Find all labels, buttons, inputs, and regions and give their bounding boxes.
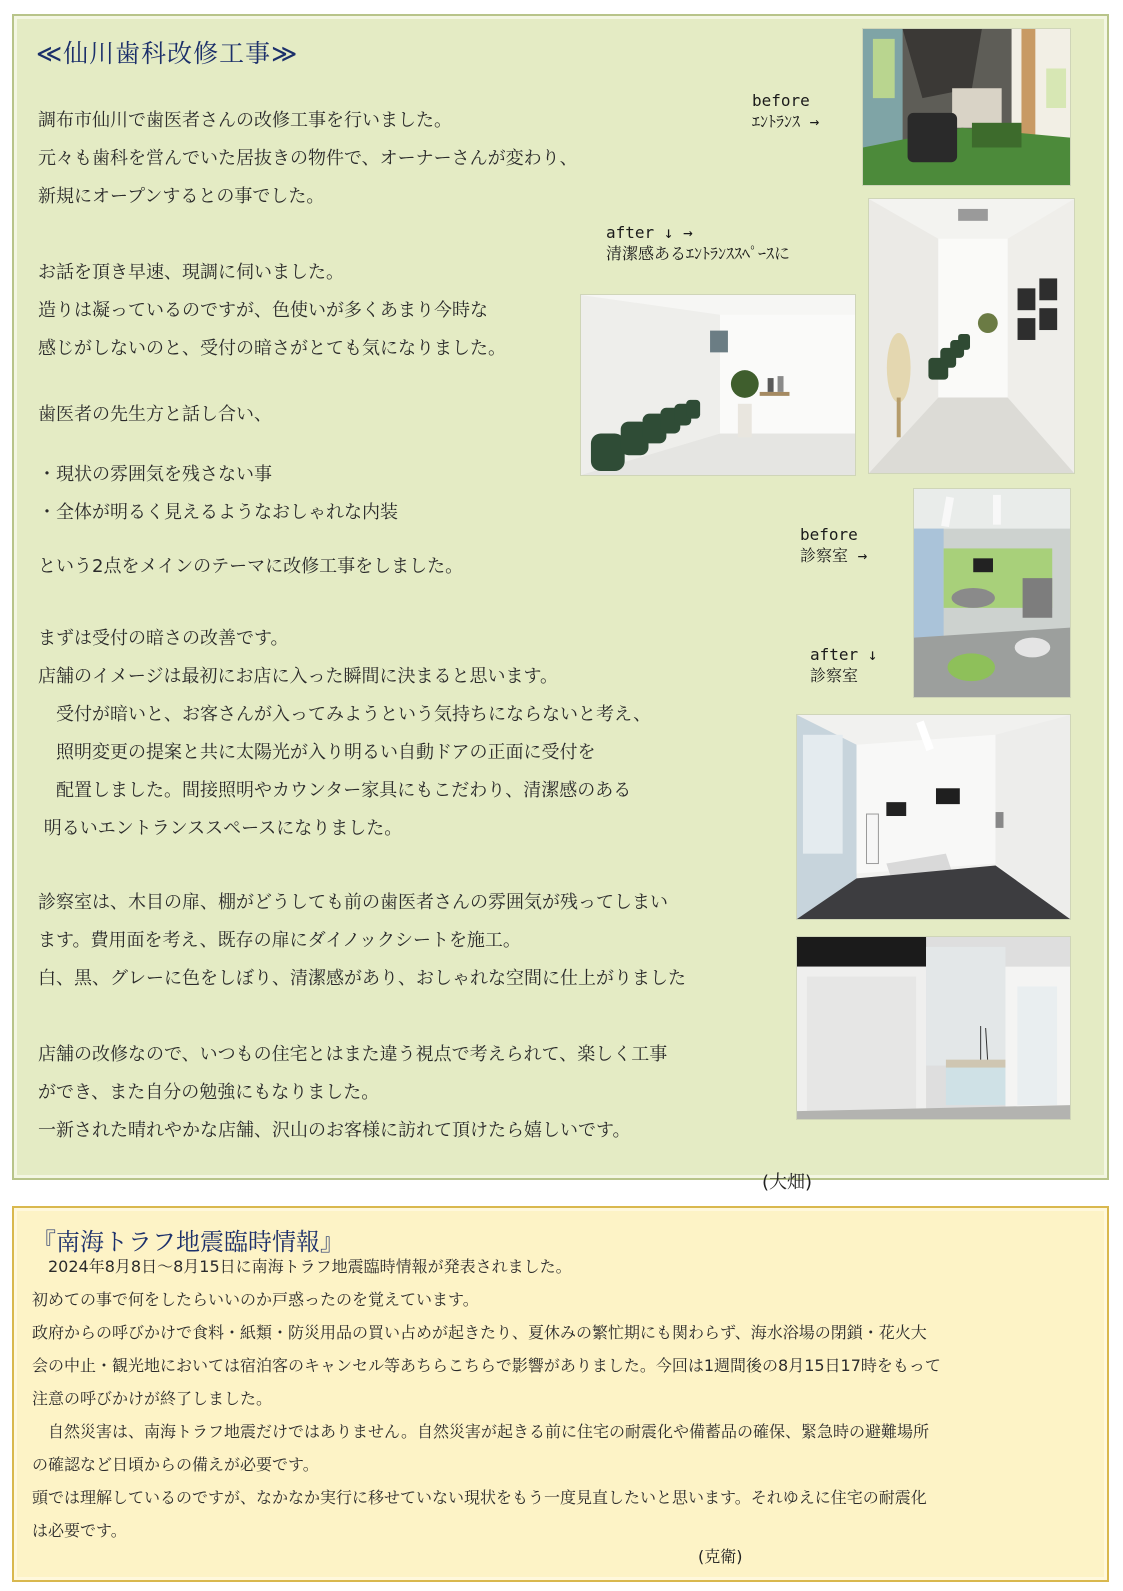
article-line: 新規にオープンするとの事でした。: [38, 186, 325, 207]
photo-after-entrance-corridor: [868, 198, 1075, 474]
article-line: ます。費用面を考え、既存の扉にダイノックシートを施工。: [38, 930, 521, 951]
photo-after-exam-room: [796, 714, 1071, 920]
photo-exam-room-door: [796, 936, 1071, 1120]
article-line: 会の中止・観光地においては宿泊客のキャンセル等あちらこちらで影響がありました。今回は1週間後の8月15日17時をもって: [32, 1356, 941, 1375]
article-line: 店舗のイメージは最初にお店に入った瞬間に決まると思います。: [38, 666, 559, 687]
article-line: 明るいエントランススペースになりました。: [38, 818, 403, 839]
renovation-article: [12, 14, 1109, 1193]
article-line: 注意の呼びかけが終了しました。: [32, 1389, 273, 1408]
article-line: 初めての事で何をしたらいいのか戸惑ったのを覚えています。: [32, 1290, 479, 1309]
article-line: 白、黒、グレーに色をしぼり、清潔感があり、おしゃれな空間に仕上がりました: [38, 968, 686, 989]
article-signature: (大畑): [762, 1172, 813, 1193]
bullet-item: ・全体が明るく見えるようなおしゃれな内装: [38, 502, 398, 523]
caption-after-room: after ↓ 診察室: [810, 645, 878, 685]
photo-before-exam-room: [913, 488, 1071, 698]
article-line: 歯医者の先生方と話し合い、: [38, 404, 272, 425]
article-line: 照明変更の提案と共に太陽光が入り明るい自動ドアの正面に受付を: [38, 742, 596, 763]
article-line: ができ、また自分の勉強にもなりました。: [38, 1082, 380, 1103]
article-line: 政府からの呼びかけで食料・紙類・防災用品の買い占めが起きたり、夏休みの繁忙期にも関わらず、海水浴場の閉鎖・花火大: [32, 1323, 927, 1342]
article-line: 感じがしないのと、受付の暗さがとても気になりました。: [38, 338, 506, 359]
article-signature: (克衛): [698, 1547, 743, 1566]
bullet-item: ・現状の雰囲気を残さない事: [38, 464, 272, 485]
article-line: という2点をメインのテーマに改修工事をしました。: [38, 556, 464, 577]
article-line: 診察室は、木目の扉、棚がどうしても前の歯医者さんの雰囲気が残ってしまい: [38, 892, 668, 913]
article-line: 調布市仙川で歯医者さんの改修工事を行いました。: [38, 110, 452, 131]
article-line: 受付が暗いと、お客さんが入ってみようという気持ちにならないと考え、: [38, 704, 652, 725]
earthquake-info-article: [12, 1206, 1109, 1582]
caption-before-room: before 診察室 →: [800, 525, 868, 565]
photo-after-entrance-waiting: [580, 294, 856, 476]
article-line: 一新された晴れやかな店舗、沢山のお客様に訪れて頂けたら嬉しいです。: [38, 1120, 631, 1141]
article-line: 自然災害は、南海トラフ地震だけではありません。自然災害が起きる前に住宅の耐震化や備蓄品の確保、緊急時の避難場所: [32, 1422, 929, 1441]
article-line: まずは受付の暗さの改善です。: [38, 628, 289, 649]
photo-before-entrance: [862, 28, 1071, 186]
article-line: 頭では理解しているのですが、なかなか実行に移せていない現状をもう一度見直したいと思います。それゆえに住宅の耐震化: [32, 1488, 927, 1507]
article-line: 2024年8月8日～8月15日に南海トラフ地震臨時情報が発表されました。: [32, 1257, 572, 1276]
article-title: 『南海トラフ地震臨時情報』: [32, 1228, 344, 1256]
article-line: 配置しました。間接照明やカウンター家具にもこだわり、清潔感のある: [38, 780, 632, 801]
caption-after-entrance: after ↓ → 清潔感あるｴﾝﾄﾗﾝｽｽﾍﾟｰｽに: [606, 223, 791, 263]
article-line: の確認など日頃からの備えが必要です。: [32, 1455, 319, 1474]
article-line: 造りは凝っているのですが、色使いが多くあまり今時な: [38, 300, 488, 321]
article-line: 店舗の改修なので、いつもの住宅とはまた違う視点で考えられて、楽しく工事: [38, 1044, 668, 1065]
article-line: 元々も歯科を営んでいた居抜きの物件で、オーナーさんが変わり、: [38, 148, 578, 169]
article-title: ≪仙川歯科改修工事≫: [36, 39, 299, 68]
article-line: お話を頂き早速、現調に伺いました。: [38, 262, 344, 283]
article-line: は必要です。: [32, 1521, 127, 1540]
caption-before-entrance: before ｴﾝﾄﾗﾝｽ →: [752, 91, 820, 131]
